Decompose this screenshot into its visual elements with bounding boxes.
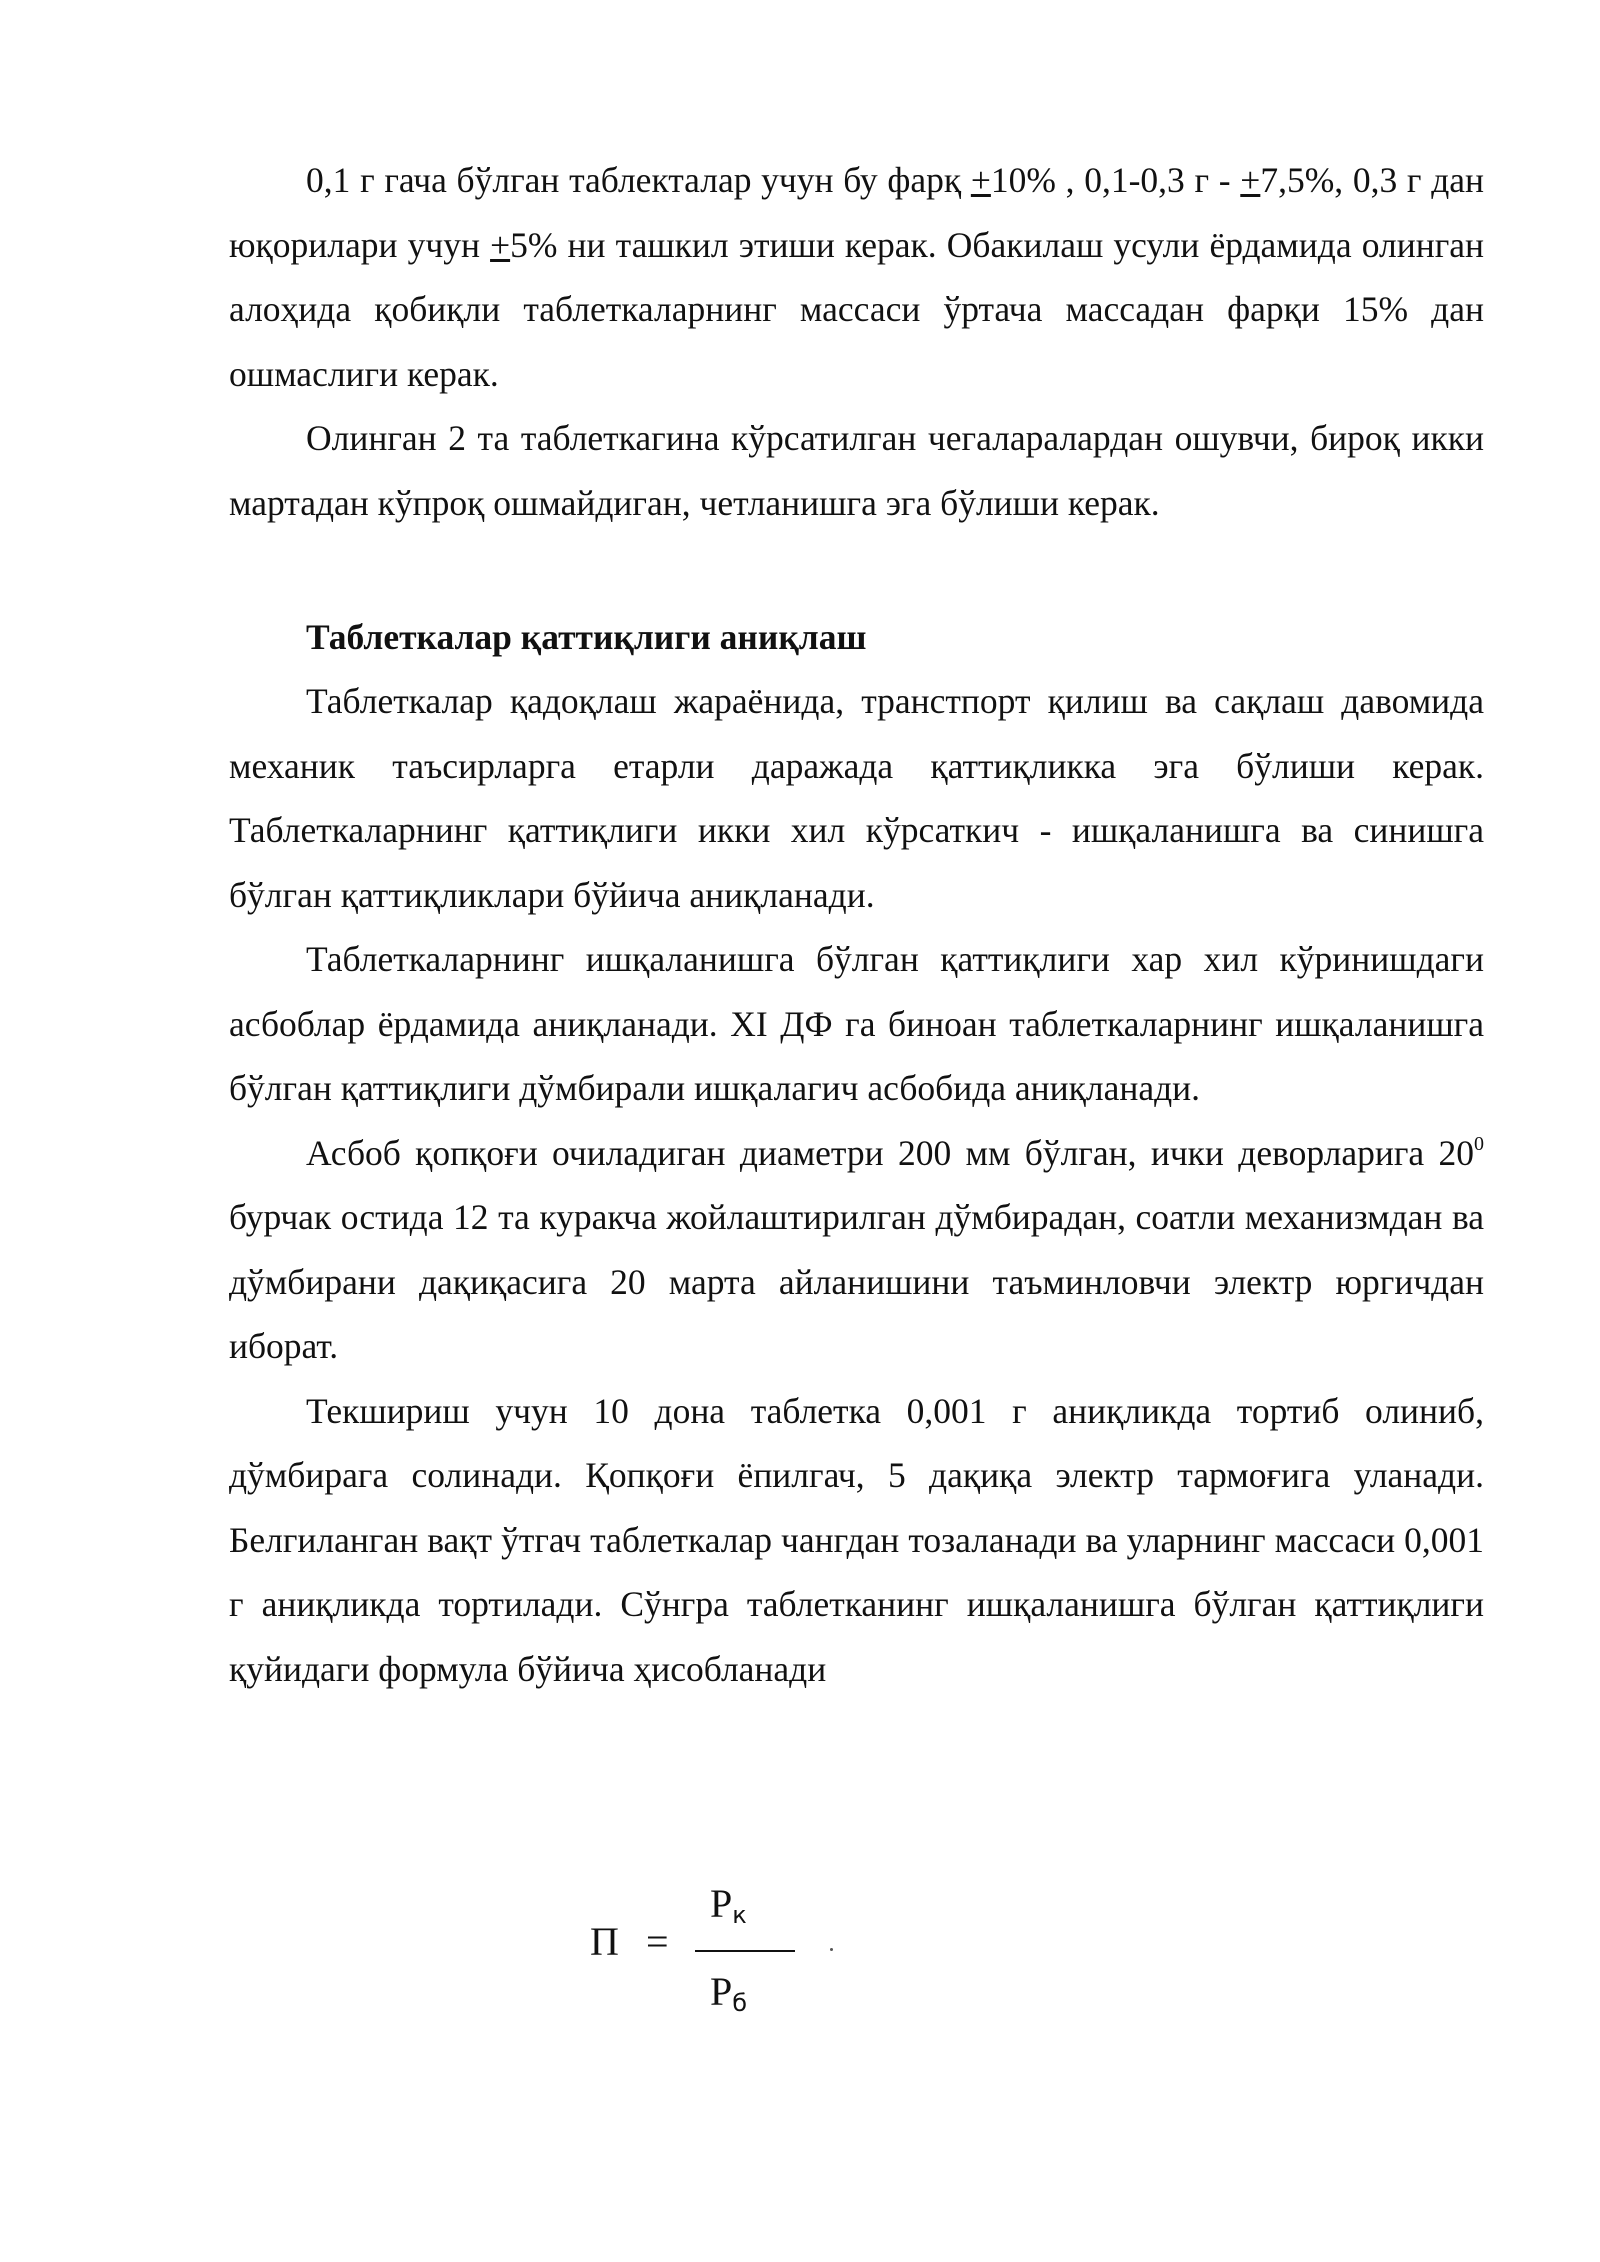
paragraph-hardness-intro: Таблеткалар қадоқлаш жараёнида, транстпорт қилиш ва сақлаш давомида механик таъсирларга етарли даражада қаттиқликка эга бўлиши керак. Таблеткаларнинг қаттиқлиги икки хил кўрсаткич - ишқаланишга ва синишга бўлган қаттиқликлари бўйича аниқланади. [229,681,1484,915]
text-block-intro [229,148,1484,535]
paragraph-tablet-mass-deviation: 0,1 г гача бўлган таблекталар учун бу фарқ +10% , 0,1-0,3 г - +7,5%, 0,3 г дан юқорилари учун +5% ни ташкил этиши керак. Обакилаш усули ёрдамида олинган алоҳида қобиқли таблеткаларнинг массаси ўртача массадан фарқи 15% дан ошмаслиги керак. [229,160,1485,394]
paragraph-allowed-deviation: Олинган 2 та таблеткагина кўрсатилган чегаларалардан ошувчи, бироқ икки мартадан кўпроқ ошмайдиган, четланишга эга бўлиши керак. [229,418,1484,523]
text-block-hardness [229,669,1484,1701]
formula-lhs: П [590,1919,619,1964]
formula [590,1880,850,2050]
formula-trailing-dot [830,1948,833,1951]
formula-fraction-bar [695,1950,795,1952]
paragraph-abrasion-hardness: Таблеткаларнинг ишқаланишга бўлган қаттиқлиги хар хил кўринишдаги асбоблар ёрдамида аниқланади. XI ДФ га биноан таблеткаларнинг ишқаланишга бўлган қаттиқлиги дўмбирали ишқалагич асбобида аниқланади. [229,939,1484,1108]
paragraph-apparatus-description: Асбоб қопқоғи очиладиган диаметри 200 мм бўлган, ички деворларига $20^0$ бурчак остида 12 та куракча жойлаштирилган дўмбирадан, соатли механизмдан ва дўмбирани дақиқасига 20 марта айланишини таъминловчи электр юргичдан иборат. [229,1132,1484,1366]
degree-superscript: 0 [1474,1132,1484,1155]
paragraph-test-procedure: Текшириш учун 10 дона таблетка 0,001 г аниқликда тортиб олиниб, дўмбирага солинади. Қопқоғи ёпилгач, 5 дақиқа электр тармоғига уланади. Белгиланган вақт ўтгач таблеткалар чангдан тозаланади ва уларнинг массаси 0,001 г аниқликда тортилади. Сўнгра таблетканинг ишқаланишга бўлган қаттиқлиги қуйидаги формула бўйича ҳисобланади [229,1390,1484,1689]
section-heading: Таблеткалар қаттиқлиги аниқлаш [306,617,867,657]
formula-equals: = [646,1919,669,1964]
formula-numerator: $Р_к$ [710,1881,747,1929]
formula-denominator: $Р_б$ [710,1969,748,2017]
